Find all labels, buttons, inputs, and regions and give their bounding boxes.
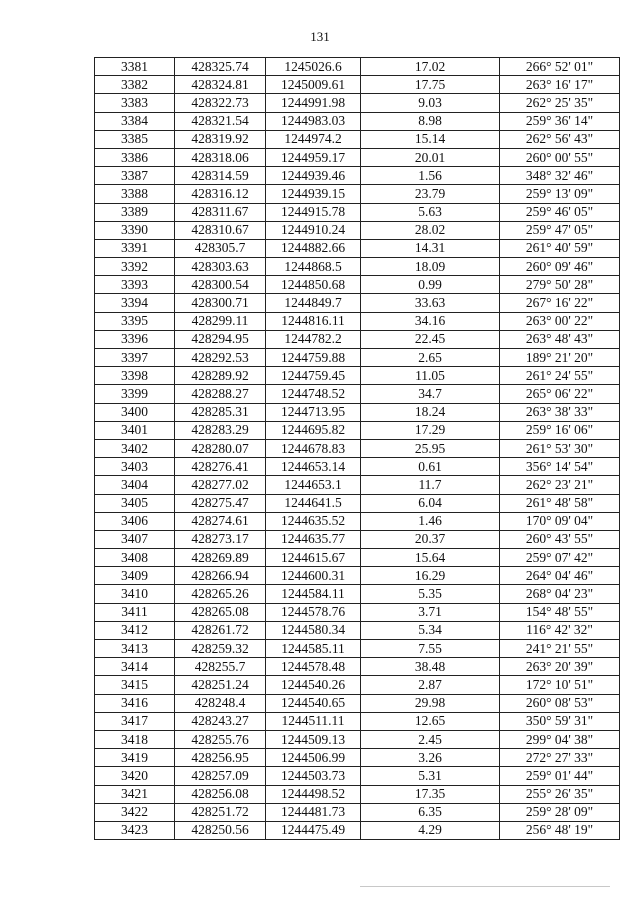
distance-cell: 20.37 [361,530,500,548]
y-coordinate-cell: 1244540.65 [266,694,361,712]
table-row [95,185,620,203]
y-coordinate-cell: 1244759.88 [266,349,361,367]
x-coordinate-cell: 428276.41 [175,458,266,476]
distance-cell: 28.02 [361,221,500,239]
distance-cell: 1.56 [361,167,500,185]
x-coordinate-cell: 428292.53 [175,349,266,367]
point-number-cell: 3403 [95,458,175,476]
y-coordinate-cell: 1244584.11 [266,585,361,603]
table-row [95,676,620,694]
distance-cell: 20.01 [361,148,500,166]
distance-cell: 17.35 [361,785,500,803]
bearing-cell: 259° 13' 09" [500,185,620,203]
point-number-cell: 3392 [95,258,175,276]
distance-cell: 18.24 [361,403,500,421]
point-number-cell: 3395 [95,312,175,330]
x-coordinate-cell: 428303.63 [175,258,266,276]
point-number-cell: 3411 [95,603,175,621]
bearing-cell: 172° 10' 51" [500,676,620,694]
y-coordinate-cell: 1244578.76 [266,603,361,621]
x-coordinate-cell: 428311.67 [175,203,266,221]
distance-cell: 29.98 [361,694,500,712]
point-number-cell: 3381 [95,58,175,76]
x-coordinate-cell: 428322.73 [175,94,266,112]
coordinates-table [94,57,620,840]
point-number-cell: 3384 [95,112,175,130]
y-coordinate-cell: 1244939.46 [266,167,361,185]
y-coordinate-cell: 1244600.31 [266,567,361,585]
page-number: 131 [310,29,330,44]
y-coordinate-cell: 1244653.1 [266,476,361,494]
bearing-cell: 264° 04' 46" [500,567,620,585]
x-coordinate-cell: 428250.56 [175,821,266,839]
point-number-cell: 3391 [95,239,175,257]
bearing-cell: 255° 26' 35" [500,785,620,803]
x-coordinate-cell: 428255.76 [175,730,266,748]
y-coordinate-cell: 1244641.5 [266,494,361,512]
bearing-cell: 261° 24' 55" [500,367,620,385]
bearing-cell: 259° 16' 06" [500,421,620,439]
distance-cell: 15.64 [361,549,500,567]
point-number-cell: 3422 [95,803,175,821]
x-coordinate-cell: 428269.89 [175,549,266,567]
distance-cell: 5.35 [361,585,500,603]
y-coordinate-cell: 1244635.77 [266,530,361,548]
y-coordinate-cell: 1244585.11 [266,640,361,658]
bearing-cell: 259° 07' 42" [500,549,620,567]
distance-cell: 0.61 [361,458,500,476]
point-number-cell: 3398 [95,367,175,385]
y-coordinate-cell: 1244868.5 [266,258,361,276]
bearing-cell: 263° 16' 17" [500,76,620,94]
bearing-cell: 267° 16' 22" [500,294,620,312]
distance-cell: 15.14 [361,130,500,148]
point-number-cell: 3413 [95,640,175,658]
distance-cell: 25.95 [361,439,500,457]
x-coordinate-cell: 428261.72 [175,621,266,639]
x-coordinate-cell: 428288.27 [175,385,266,403]
y-coordinate-cell: 1244759.45 [266,367,361,385]
x-coordinate-cell: 428324.81 [175,76,266,94]
point-number-cell: 3412 [95,621,175,639]
y-coordinate-cell: 1244849.7 [266,294,361,312]
table-row [95,239,620,257]
table-row [95,749,620,767]
point-number-cell: 3382 [95,76,175,94]
distance-cell: 8.98 [361,112,500,130]
x-coordinate-cell: 428256.08 [175,785,266,803]
table-row [95,421,620,439]
bearing-cell: 259° 47' 05" [500,221,620,239]
distance-cell: 17.29 [361,421,500,439]
point-number-cell: 3410 [95,585,175,603]
point-number-cell: 3389 [95,203,175,221]
table-row [95,112,620,130]
table-body [95,58,620,840]
point-number-cell: 3388 [95,185,175,203]
point-number-cell: 3415 [95,676,175,694]
point-number-cell: 3405 [95,494,175,512]
table-row [95,821,620,839]
x-coordinate-cell: 428275.47 [175,494,266,512]
table-row [95,167,620,185]
distance-cell: 2.65 [361,349,500,367]
y-coordinate-cell: 1244915.78 [266,203,361,221]
table-row [95,476,620,494]
table-row [95,76,620,94]
x-coordinate-cell: 428285.31 [175,403,266,421]
y-coordinate-cell: 1245026.6 [266,58,361,76]
point-number-cell: 3400 [95,403,175,421]
y-coordinate-cell: 1244939.15 [266,185,361,203]
bearing-cell: 259° 46' 05" [500,203,620,221]
y-coordinate-cell: 1244498.52 [266,785,361,803]
x-coordinate-cell: 428310.67 [175,221,266,239]
scan-artifact [360,886,610,887]
x-coordinate-cell: 428299.11 [175,312,266,330]
bearing-cell: 260° 08' 53" [500,694,620,712]
y-coordinate-cell: 1244748.52 [266,385,361,403]
distance-cell: 34.16 [361,312,500,330]
x-coordinate-cell: 428266.94 [175,567,266,585]
distance-cell: 7.55 [361,640,500,658]
point-number-cell: 3421 [95,785,175,803]
x-coordinate-cell: 428316.12 [175,185,266,203]
table-row [95,330,620,348]
distance-cell: 5.63 [361,203,500,221]
table-row [95,694,620,712]
x-coordinate-cell: 428248.4 [175,694,266,712]
table-row [95,767,620,785]
y-coordinate-cell: 1244713.95 [266,403,361,421]
point-number-cell: 3418 [95,730,175,748]
distance-cell: 12.65 [361,712,500,730]
y-coordinate-cell: 1244695.82 [266,421,361,439]
point-number-cell: 3399 [95,385,175,403]
bearing-cell: 259° 01' 44" [500,767,620,785]
table-row [95,567,620,585]
distance-cell: 3.71 [361,603,500,621]
y-coordinate-cell: 1244503.73 [266,767,361,785]
y-coordinate-cell: 1244983.03 [266,112,361,130]
distance-cell: 5.31 [361,767,500,785]
point-number-cell: 3409 [95,567,175,585]
x-coordinate-cell: 428280.07 [175,439,266,457]
table-row [95,385,620,403]
bearing-cell: 266° 52' 01" [500,58,620,76]
distance-cell: 9.03 [361,94,500,112]
bearing-cell: 261° 48' 58" [500,494,620,512]
bearing-cell: 272° 27' 33" [500,749,620,767]
bearing-cell: 260° 43' 55" [500,530,620,548]
table-row [95,785,620,803]
distance-cell: 6.35 [361,803,500,821]
distance-cell: 18.09 [361,258,500,276]
y-coordinate-cell: 1244635.52 [266,512,361,530]
point-number-cell: 3423 [95,821,175,839]
point-number-cell: 3383 [95,94,175,112]
distance-cell: 1.46 [361,512,500,530]
y-coordinate-cell: 1244850.68 [266,276,361,294]
bearing-cell: 356° 14' 54" [500,458,620,476]
point-number-cell: 3419 [95,749,175,767]
y-coordinate-cell: 1244580.34 [266,621,361,639]
point-number-cell: 3414 [95,658,175,676]
distance-cell: 34.7 [361,385,500,403]
x-coordinate-cell: 428319.92 [175,130,266,148]
distance-cell: 23.79 [361,185,500,203]
table-row [95,148,620,166]
x-coordinate-cell: 428251.72 [175,803,266,821]
bearing-cell: 348° 32' 46" [500,167,620,185]
point-number-cell: 3401 [95,421,175,439]
distance-cell: 38.48 [361,658,500,676]
y-coordinate-cell: 1244653.14 [266,458,361,476]
x-coordinate-cell: 428243.27 [175,712,266,730]
distance-cell: 0.99 [361,276,500,294]
distance-cell: 2.45 [361,730,500,748]
bearing-cell: 262° 25' 35" [500,94,620,112]
point-number-cell: 3397 [95,349,175,367]
point-number-cell: 3417 [95,712,175,730]
distance-cell: 4.29 [361,821,500,839]
table-row [95,458,620,476]
y-coordinate-cell: 1244511.11 [266,712,361,730]
table-row [95,512,620,530]
bearing-cell: 279° 50' 28" [500,276,620,294]
y-coordinate-cell: 1244615.67 [266,549,361,567]
bearing-cell: 241° 21' 55" [500,640,620,658]
distance-cell: 17.02 [361,58,500,76]
y-coordinate-cell: 1244481.73 [266,803,361,821]
table-row [95,367,620,385]
point-number-cell: 3390 [95,221,175,239]
table-row [95,494,620,512]
point-number-cell: 3408 [95,549,175,567]
x-coordinate-cell: 428274.61 [175,512,266,530]
distance-cell: 2.87 [361,676,500,694]
x-coordinate-cell: 428251.24 [175,676,266,694]
table-row [95,403,620,421]
bearing-cell: 299° 04' 38" [500,730,620,748]
table-row [95,640,620,658]
table-row [95,712,620,730]
y-coordinate-cell: 1244782.2 [266,330,361,348]
table-row [95,203,620,221]
table-row [95,658,620,676]
table-row [95,585,620,603]
y-coordinate-cell: 1244678.83 [266,439,361,457]
point-number-cell: 3385 [95,130,175,148]
table-row [95,439,620,457]
table-row [95,130,620,148]
bearing-cell: 189° 21' 20" [500,349,620,367]
bearing-cell: 259° 28' 09" [500,803,620,821]
bearing-cell: 116° 42' 32" [500,621,620,639]
y-coordinate-cell: 1244509.13 [266,730,361,748]
y-coordinate-cell: 1244506.99 [266,749,361,767]
point-number-cell: 3402 [95,439,175,457]
y-coordinate-cell: 1244578.48 [266,658,361,676]
x-coordinate-cell: 428314.59 [175,167,266,185]
y-coordinate-cell: 1245009.61 [266,76,361,94]
y-coordinate-cell: 1244959.17 [266,148,361,166]
bearing-cell: 268° 04' 23" [500,585,620,603]
point-number-cell: 3387 [95,167,175,185]
bearing-cell: 256° 48' 19" [500,821,620,839]
x-coordinate-cell: 428265.08 [175,603,266,621]
distance-cell: 11.05 [361,367,500,385]
x-coordinate-cell: 428300.54 [175,276,266,294]
bearing-cell: 350° 59' 31" [500,712,620,730]
point-number-cell: 3394 [95,294,175,312]
bearing-cell: 262° 23' 21" [500,476,620,494]
x-coordinate-cell: 428259.32 [175,640,266,658]
point-number-cell: 3420 [95,767,175,785]
bearing-cell: 265° 06' 22" [500,385,620,403]
table-row [95,58,620,76]
x-coordinate-cell: 428265.26 [175,585,266,603]
distance-cell: 16.29 [361,567,500,585]
y-coordinate-cell: 1244910.24 [266,221,361,239]
y-coordinate-cell: 1244974.2 [266,130,361,148]
point-number-cell: 3386 [95,148,175,166]
table-row [95,530,620,548]
x-coordinate-cell: 428325.74 [175,58,266,76]
x-coordinate-cell: 428321.54 [175,112,266,130]
distance-cell: 5.34 [361,621,500,639]
y-coordinate-cell: 1244816.11 [266,312,361,330]
table-row [95,258,620,276]
x-coordinate-cell: 428256.95 [175,749,266,767]
table-row [95,312,620,330]
table-row [95,349,620,367]
bearing-cell: 154° 48' 55" [500,603,620,621]
distance-cell: 3.26 [361,749,500,767]
x-coordinate-cell: 428305.7 [175,239,266,257]
bearing-cell: 260° 00' 55" [500,148,620,166]
distance-cell: 33.63 [361,294,500,312]
table-row [95,549,620,567]
point-number-cell: 3393 [95,276,175,294]
bearing-cell: 263° 48' 43" [500,330,620,348]
bearing-cell: 262° 56' 43" [500,130,620,148]
bearing-cell: 261° 40' 59" [500,239,620,257]
point-number-cell: 3404 [95,476,175,494]
bearing-cell: 170° 09' 04" [500,512,620,530]
table-row [95,94,620,112]
y-coordinate-cell: 1244475.49 [266,821,361,839]
bearing-cell: 263° 38' 33" [500,403,620,421]
table-row [95,294,620,312]
table-row [95,221,620,239]
bearing-cell: 263° 00' 22" [500,312,620,330]
point-number-cell: 3406 [95,512,175,530]
bearing-cell: 259° 36' 14" [500,112,620,130]
point-number-cell: 3416 [95,694,175,712]
x-coordinate-cell: 428273.17 [175,530,266,548]
y-coordinate-cell: 1244882.66 [266,239,361,257]
x-coordinate-cell: 428318.06 [175,148,266,166]
x-coordinate-cell: 428294.95 [175,330,266,348]
distance-cell: 17.75 [361,76,500,94]
x-coordinate-cell: 428300.71 [175,294,266,312]
table-row [95,603,620,621]
x-coordinate-cell: 428283.29 [175,421,266,439]
y-coordinate-cell: 1244540.26 [266,676,361,694]
bearing-cell: 263° 20' 39" [500,658,620,676]
table-row [95,730,620,748]
distance-cell: 14.31 [361,239,500,257]
table-row [95,803,620,821]
y-coordinate-cell: 1244991.98 [266,94,361,112]
distance-cell: 6.04 [361,494,500,512]
point-number-cell: 3396 [95,330,175,348]
x-coordinate-cell: 428255.7 [175,658,266,676]
x-coordinate-cell: 428277.02 [175,476,266,494]
point-number-cell: 3407 [95,530,175,548]
distance-cell: 11.7 [361,476,500,494]
x-coordinate-cell: 428289.92 [175,367,266,385]
table-row [95,276,620,294]
bearing-cell: 260° 09' 46" [500,258,620,276]
table-row [95,621,620,639]
bearing-cell: 261° 53' 30" [500,439,620,457]
x-coordinate-cell: 428257.09 [175,767,266,785]
distance-cell: 22.45 [361,330,500,348]
